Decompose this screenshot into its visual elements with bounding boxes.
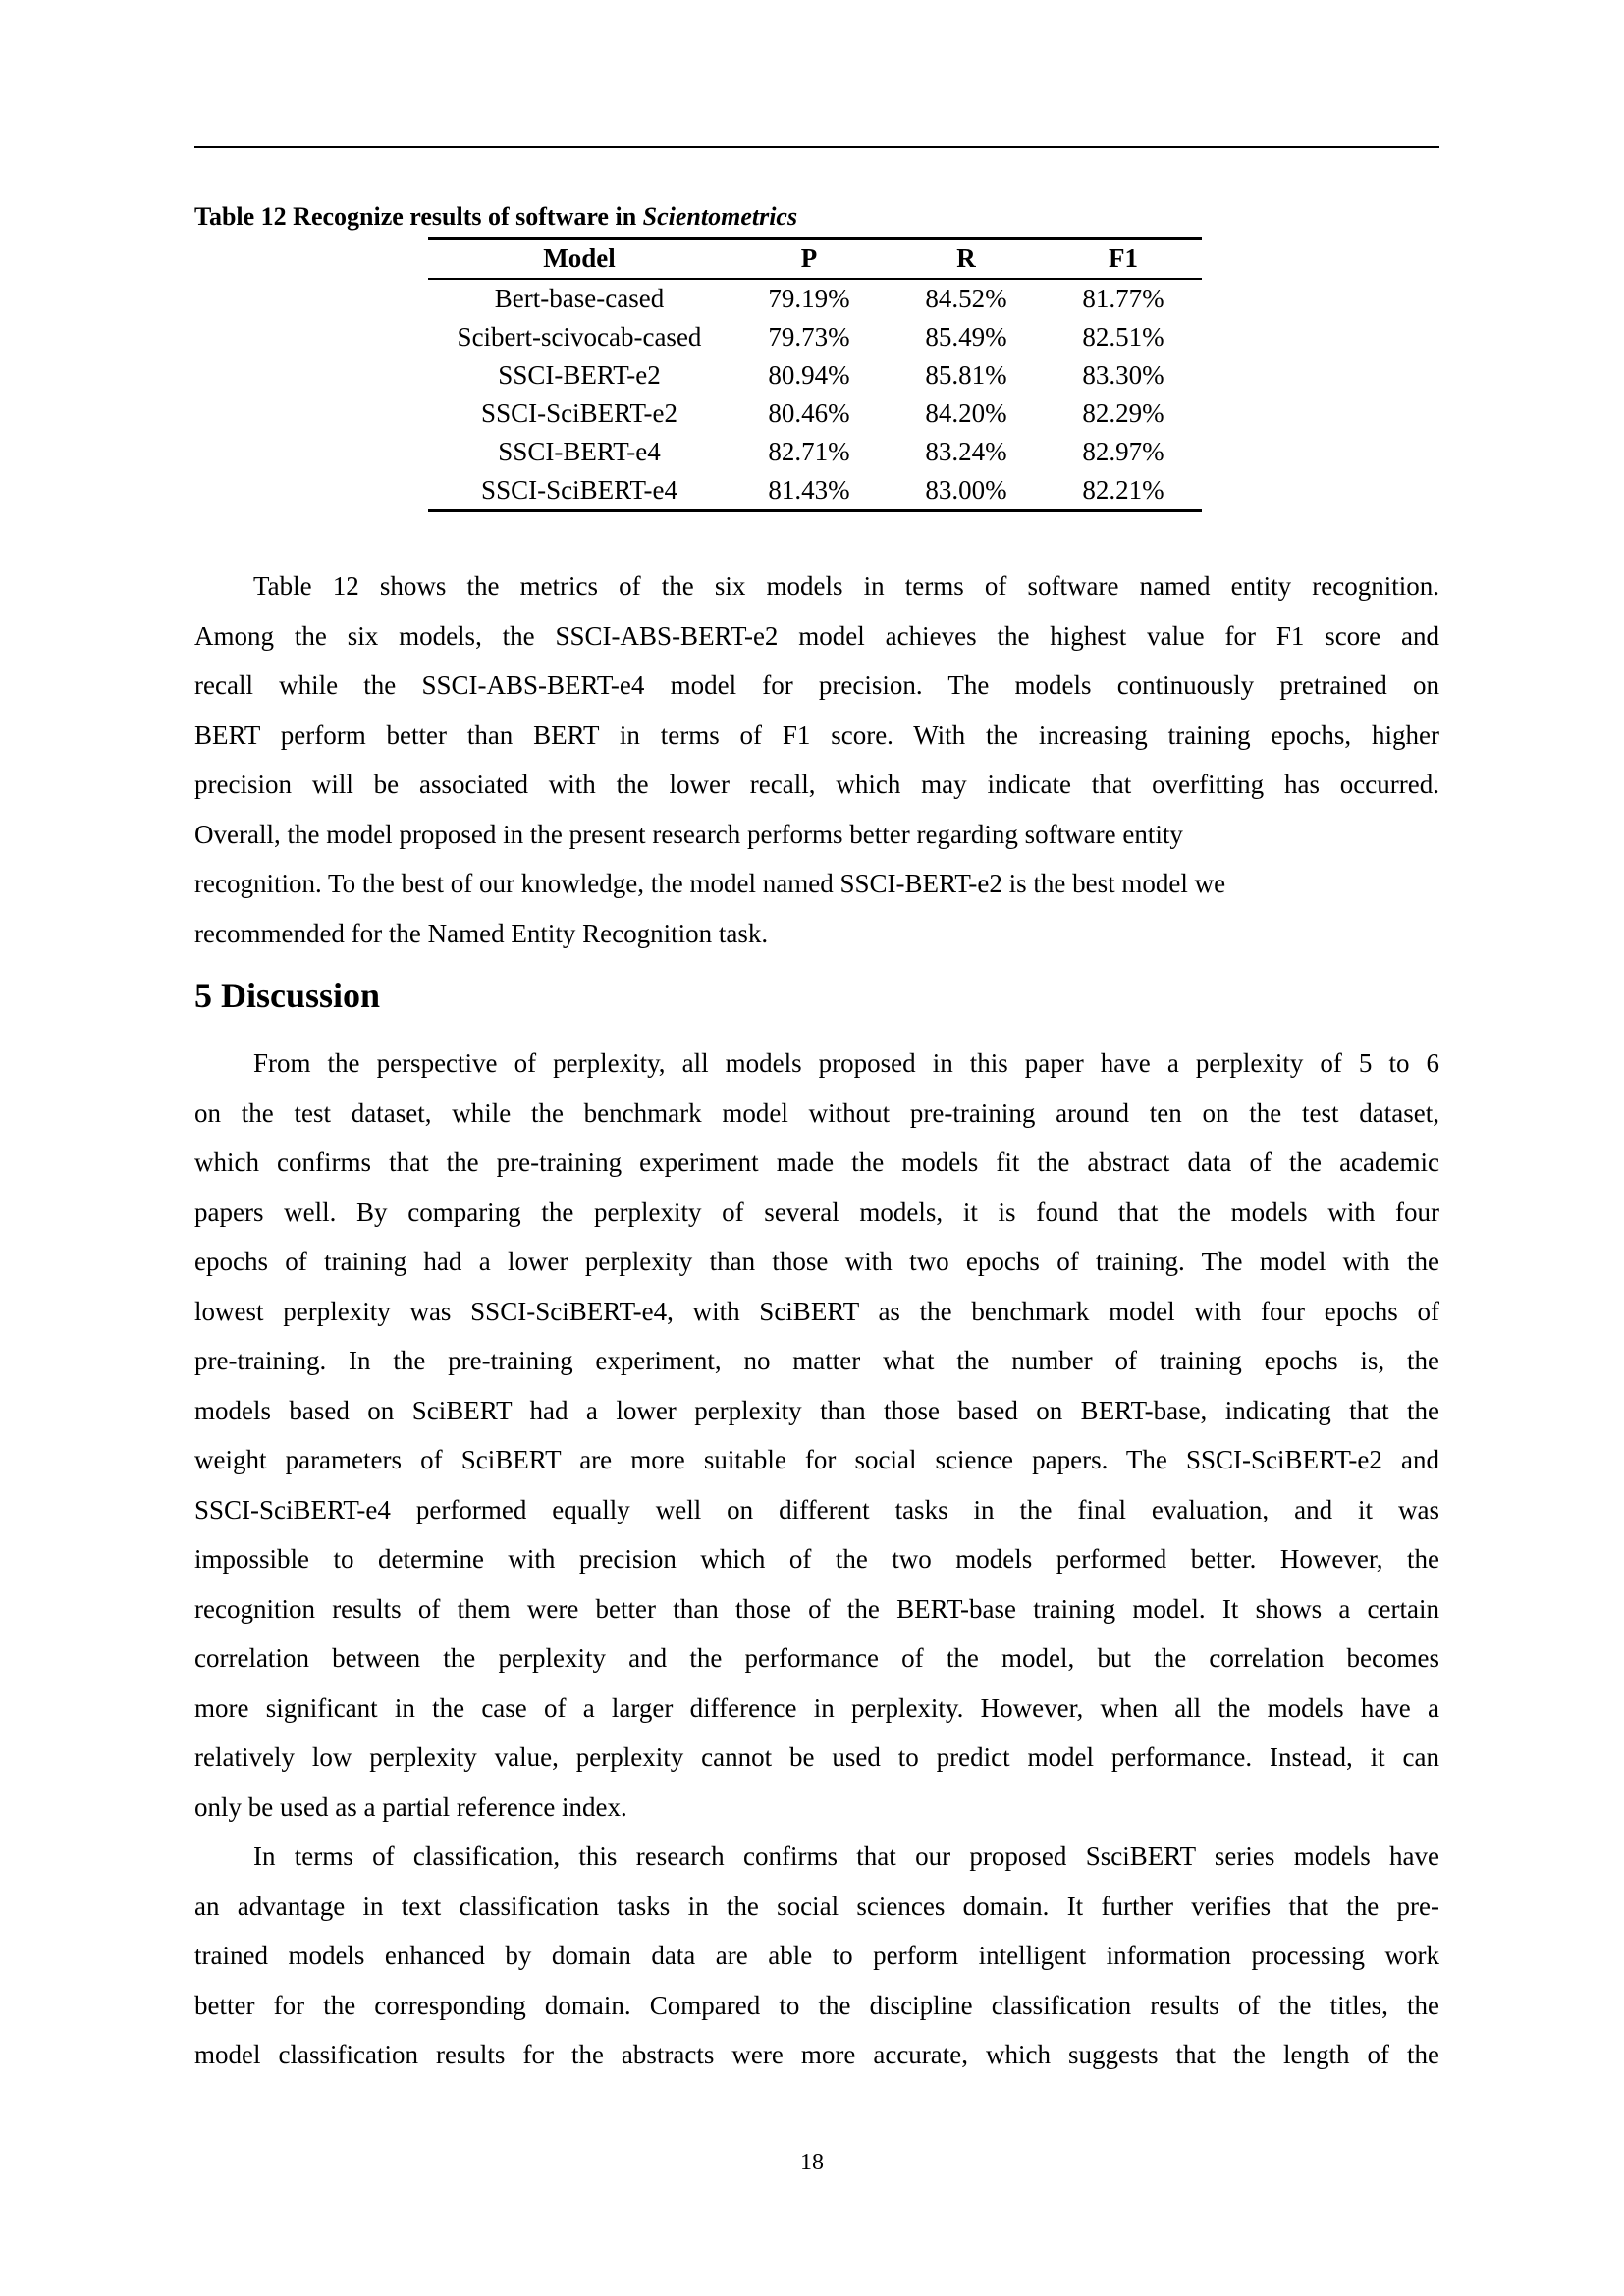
paragraph-line: better for the corresponding domain. Compared to the discipline classification results of the titles, the bbox=[194, 1990, 1439, 2020]
cell-precision: 80.46% bbox=[768, 399, 850, 428]
paragraph-line: In terms of classification, this research confirms that our proposed SsciBERT series models have bbox=[253, 1842, 1439, 1871]
header-rule bbox=[194, 146, 1439, 148]
cell-f1: 82.97% bbox=[1082, 437, 1164, 466]
paragraph-line: models based on SciBERT had a lower perplexity than those based on BERT-base, indicating that the bbox=[194, 1395, 1439, 1425]
cell-precision: 80.94% bbox=[768, 360, 850, 390]
cell-precision: 79.19% bbox=[768, 284, 850, 313]
cell-recall: 84.20% bbox=[925, 399, 1007, 428]
table-row bbox=[428, 318, 1202, 356]
cell-f1: 83.30% bbox=[1082, 360, 1164, 390]
paragraph-line: Among the six models, the SSCI-ABS-BERT-e2 model achieves the highest value for F1 score and bbox=[194, 620, 1439, 651]
section-heading: 5 Discussion bbox=[194, 976, 381, 1015]
cell-model: Scibert-scivocab-cased bbox=[457, 322, 702, 351]
table-row bbox=[428, 471, 1202, 511]
table-caption bbox=[194, 200, 797, 234]
paragraph-line: precision will be associated with the lower recall, which may indicate that overfitting has occurred. bbox=[194, 770, 1439, 799]
cell-recall: 84.52% bbox=[925, 284, 1007, 313]
paragraph-line: From the perspective of perplexity, all models proposed in this paper have a perplexity of 5 to 6 bbox=[253, 1048, 1439, 1078]
paragraph-line: recognition. To the best of our knowledge, the model named SSCI-BERT-e2 is the best model we bbox=[194, 869, 1226, 898]
cell-model: SSCI-SciBERT-e4 bbox=[428, 471, 731, 511]
paragraph-line: only be used as a partial reference index. bbox=[194, 1791, 627, 1822]
cell-model: SSCI-BERT-e4 bbox=[498, 437, 661, 466]
paragraph-line: BERT perform better than BERT in terms of F1 score. With the increasing training epochs, higher bbox=[194, 720, 1439, 750]
paragraph-line: on the test dataset, while the benchmark model without pre-training around ten on the test dataset, bbox=[194, 1097, 1439, 1128]
table-caption-journal: Scientometrics bbox=[642, 202, 798, 231]
cell-f1: 81.77% bbox=[1082, 284, 1164, 313]
paragraph-line: impossible to determine with precision which of the two models performed better. However, the bbox=[194, 1544, 1439, 1574]
cell-f1: 82.21% bbox=[1045, 471, 1202, 511]
paragraph-line: correlation between the perplexity and the performance of the model, but the correlation becomes bbox=[194, 1643, 1439, 1673]
cell-recall: 83.00% bbox=[888, 471, 1045, 511]
table-caption-prefix: Table 12 Recognize results of software in bbox=[194, 202, 643, 231]
header-precision: P bbox=[731, 239, 888, 280]
paragraph-line: trained models enhanced by domain data are able to perform intelligent information processing work bbox=[194, 1941, 1439, 1970]
cell-recall: 83.24% bbox=[925, 437, 1007, 466]
paragraph-line: recall while the SSCI-ABS-BERT-e4 model for precision. The models continuously pretrained on bbox=[194, 670, 1439, 700]
table-header-row bbox=[428, 239, 1202, 280]
page-number: 18 bbox=[800, 2150, 824, 2175]
cell-recall: 85.81% bbox=[925, 360, 1007, 390]
header-model: Model bbox=[428, 239, 731, 280]
paragraph-line: epochs of training had a lower perplexity than those with two epochs of training. The model with the bbox=[194, 1247, 1439, 1276]
paragraph-line: lowest perplexity was SSCI-SciBERT-e4, with SciBERT as the benchmark model with four epochs of bbox=[194, 1296, 1439, 1326]
paragraph-line: Overall, the model proposed in the present research performs better regarding software entity bbox=[194, 819, 1183, 849]
cell-precision: 82.71% bbox=[768, 437, 850, 466]
cell-model: SSCI-BERT-e2 bbox=[498, 360, 661, 390]
paragraph-line: relatively low perplexity value, perplexity cannot be used to predict model performance. Instead, it can bbox=[194, 1742, 1439, 1772]
paragraph-line: papers well. By comparing the perplexity of several models, it is found that the models with four bbox=[194, 1197, 1439, 1227]
table-row bbox=[428, 395, 1202, 433]
paragraph-line: Table 12 shows the metrics of the six models in terms of software named entity recognition. bbox=[253, 571, 1439, 601]
paragraph-line: pre-training. In the pre-training experiment, no matter what the number of training epochs is, the bbox=[194, 1346, 1439, 1375]
paragraph-software-ner bbox=[194, 561, 1439, 958]
paragraph-line: more significant in the case of a larger difference in perplexity. However, when all the models have a bbox=[194, 1692, 1439, 1723]
paragraph-classification bbox=[194, 1832, 1439, 2080]
cell-f1: 82.29% bbox=[1082, 399, 1164, 428]
cell-model: SSCI-SciBERT-e2 bbox=[481, 399, 677, 428]
table-row bbox=[428, 279, 1202, 318]
cell-recall: 85.49% bbox=[925, 322, 1007, 351]
header-recall: R bbox=[888, 239, 1045, 280]
paragraph-perplexity bbox=[194, 1039, 1439, 1832]
paragraph-line: an advantage in text classification tasks in the social sciences domain. It further verifies that the pre- bbox=[194, 1891, 1439, 1921]
cell-f1: 82.51% bbox=[1082, 322, 1164, 351]
paragraph-line: recognition results of them were better than those of the BERT-base training model. It shows a certain bbox=[194, 1593, 1439, 1624]
cell-precision: 81.43% bbox=[731, 471, 888, 511]
cell-precision: 79.73% bbox=[768, 322, 850, 351]
results-table bbox=[428, 237, 1202, 512]
paragraph-line: which confirms that the pre-training experiment made the models fit the abstract data of the academic bbox=[194, 1148, 1439, 1177]
table-row bbox=[428, 356, 1202, 395]
table-row bbox=[428, 433, 1202, 471]
paragraph-line: weight parameters of SciBERT are more suitable for social science papers. The SSCI-SciBERT-e2 and bbox=[194, 1445, 1439, 1474]
paragraph-line: SSCI-SciBERT-e4 performed equally well on different tasks in the final evaluation, and it was bbox=[194, 1494, 1439, 1524]
paragraph-line: recommended for the Named Entity Recognition task. bbox=[194, 918, 769, 948]
cell-model: Bert-base-cased bbox=[494, 284, 665, 313]
paragraph-line: model classification results for the abstracts were more accurate, which suggests that the length of the bbox=[194, 2040, 1439, 2069]
header-f1: F1 bbox=[1045, 239, 1202, 280]
